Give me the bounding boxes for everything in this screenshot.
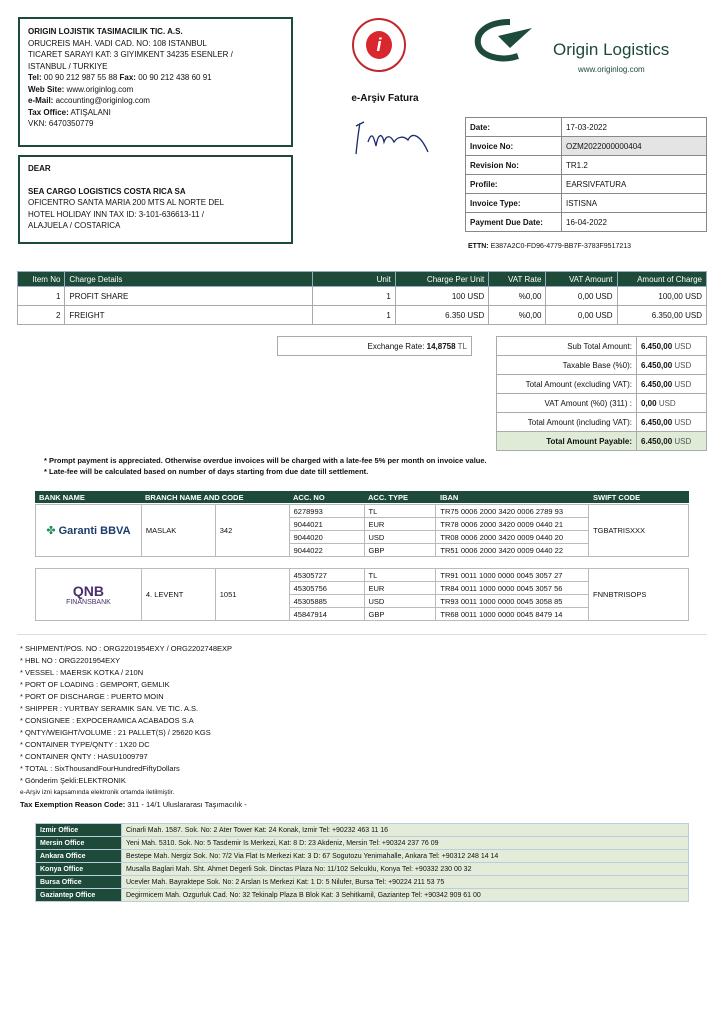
meta-key: Profile: — [466, 175, 562, 194]
exchange-rate-box — [277, 336, 472, 356]
buyer-line-3: ALAJUELA / COSTARICA — [28, 221, 121, 230]
shipment-info — [20, 643, 247, 811]
fax-label: Fax: — [119, 73, 136, 82]
totals-value-cell — [637, 394, 707, 413]
tax-office-value: ATIŞALANI — [70, 107, 111, 117]
items-cell: 1 — [312, 306, 395, 325]
iban: TR75 0006 2000 3420 0006 2789 93 — [436, 505, 589, 518]
totals-unit: USD — [658, 398, 676, 408]
account-type: USD — [364, 531, 436, 544]
buyer-box — [18, 155, 293, 244]
office-name: Mersin Office — [36, 837, 122, 850]
meta-key: Payment Due Date: — [466, 213, 562, 232]
tax-office-label: Tax Office: — [28, 107, 69, 117]
web-value[interactable]: www.originlog.com — [66, 84, 134, 94]
earsiv-note: e-Arşiv izni kapsamında elektronik ortamda iletilmiştir. — [20, 789, 175, 796]
web-label: Web Site: — [28, 84, 65, 94]
totals-table — [496, 336, 707, 451]
bank-header-cell: BANK NAME — [35, 491, 141, 503]
meta-value: EARSIVFATURA — [562, 175, 707, 194]
office-row — [36, 850, 689, 863]
shipment-line: * PORT OF DISCHARGE : PUERTO MOIN — [20, 692, 164, 701]
buyer-name: SEA CARGO LOGISTICS COSTA RICA SA — [28, 186, 186, 196]
shipment-line: * VESSEL : MAERSK KOTKA / 210N — [20, 668, 144, 677]
account-type: GBP — [364, 544, 436, 557]
sender-name: ORIGIN LOJISTIK TASIMACILIK TIC. A.S. — [28, 27, 183, 36]
logo-url: www.originlog.com — [578, 65, 645, 74]
meta-row — [466, 194, 707, 213]
office-address: Bestepe Mah. Nergiz Sok. No: 7/2 Via Flat Is Merkezi Kat: 3 D: 67 Sogutozu Yenimahalle, Ankara Tel: +90312 248 14 14 — [122, 850, 689, 863]
ettn-value: E387A2C0-FD96-4779-BB7F-3783F9517213 — [490, 243, 632, 250]
shipment-line: * CONTAINER QNTY : HASU1009797 — [20, 752, 148, 761]
clover-icon: ✤ — [46, 525, 59, 537]
items-cell: PROFIT SHARE — [65, 287, 312, 306]
items-header-cell: Amount of Charge — [617, 272, 706, 287]
meta-key: Invoice Type: — [466, 194, 562, 213]
office-name: Izmir Office — [36, 824, 122, 837]
shipment-line: * Gönderim Şekli:ELEKTRONIK — [20, 776, 126, 785]
office-address: Degirmicem Mah. Ozgurluk Cad. No: 32 Tekinalp Plaza B Blok Kat: 3 Sehitkamil, Gaziantep Tel: +90342 909 61 00 — [122, 889, 689, 902]
totals-row — [497, 337, 707, 356]
bank-header-cell: IBAN — [436, 491, 589, 503]
fax-value: 00 90 212 438 60 91 — [138, 73, 212, 82]
iban: TR78 0006 2000 3420 0009 0440 21 — [436, 518, 589, 531]
bank-header-cell: ACC. TYPE — [364, 491, 436, 503]
office-address: Cinarli Mah. 1587. Sok. No: 2 Ater Tower Kat: 24 Konak, Izmir Tel: +90232 463 11 16 — [122, 824, 689, 837]
account-number: 45305727 — [289, 569, 364, 582]
totals-label: Total Amount (including VAT): — [497, 413, 637, 432]
shipment-line: * SHIPMENT/POS. NO : ORG2201954EXY / ORG2202748EXP — [20, 644, 233, 653]
invoice-meta-table — [465, 117, 707, 232]
items-cell: 1 — [312, 287, 395, 306]
signature-icon — [350, 112, 440, 162]
email-label: e-Mail: — [28, 96, 54, 105]
items-cell: 6.350 USD — [395, 306, 488, 325]
meta-row — [466, 137, 707, 156]
totals-row — [497, 375, 707, 394]
bank-account-row — [36, 569, 689, 582]
totals-value: 6.450,00 — [641, 417, 673, 427]
meta-value: 16-04-2022 — [562, 213, 707, 232]
totals-unit: USD — [674, 379, 692, 389]
tax-exemption-line — [20, 799, 247, 811]
account-type: TL — [364, 505, 436, 518]
buyer-line-1: OFICENTRO SANTA MARIA 200 MTS AL NORTE DEL — [28, 198, 224, 207]
ettn-label: ETTN: — [468, 243, 489, 250]
office-name: Ankara Office — [36, 850, 122, 863]
account-type: USD — [364, 595, 436, 608]
items-header-cell: VAT Amount — [546, 272, 617, 287]
shipment-line: * TOTAL : SixThousandFourHundredFiftyDollars — [20, 764, 180, 773]
totals-row — [497, 394, 707, 413]
vkn: VKN: 6470350779 — [28, 119, 94, 128]
office-address: Ucevler Mah. Bayraktepe Sok. No: 2 Arslan Is Merkezi Kat: 1 D: 5 Nilufer, Bursa Tel: +90224 211 53 75 — [122, 876, 689, 889]
bank-account-row — [36, 505, 689, 518]
tax-office-line — [28, 107, 283, 119]
office-row — [36, 876, 689, 889]
totals-value: 6.450,00 — [641, 436, 673, 446]
bank-header — [35, 491, 689, 503]
items-cell: 0,00 USD — [546, 306, 617, 325]
web-line — [28, 84, 283, 96]
office-address: Musalla Baglari Mah. Sht. Ahmet Degerli Sok. Dinctas Plaza No: 11/102 Selcuklu, Konya Tel: +90332 230 00 32 — [122, 863, 689, 876]
iban: TR91 0011 1000 0000 0045 3057 27 — [436, 569, 589, 582]
account-number: 9044022 — [289, 544, 364, 557]
meta-key: Revision No: — [466, 156, 562, 175]
office-name: Gaziantep Office — [36, 889, 122, 902]
totals-row — [497, 356, 707, 375]
bank-header-cell: SWIFT CODE — [589, 491, 689, 503]
office-row — [36, 863, 689, 876]
totals-label: Total Amount Payable: — [497, 432, 637, 451]
branch-code: 1051 — [215, 569, 289, 621]
tel-value: 00 90 212 987 55 88 — [43, 73, 118, 82]
note-line: * Late-fee will be calculated based on number of days starting from due date till settlement. — [44, 467, 369, 476]
qnb-logo-icon — [36, 569, 142, 621]
sender-address-1: ORUCREIS MAH. VADI CAD. NO: 108 ISTANBUL — [28, 38, 207, 48]
meta-value: 17-03-2022 — [562, 118, 707, 137]
branch-name: MASLAK — [141, 505, 215, 557]
iban: TR51 0006 2000 3420 0009 0440 22 — [436, 544, 589, 557]
iban: TR08 0006 2000 3420 0009 0440 20 — [436, 531, 589, 544]
office-row — [36, 889, 689, 902]
totals-value: 6.450,00 — [641, 360, 673, 370]
exchange-unit: TL — [457, 342, 467, 351]
ettn-line — [468, 243, 631, 250]
meta-row — [466, 175, 707, 194]
items-header-cell: Item No — [18, 272, 65, 287]
items-header-cell: Charge Details — [65, 272, 312, 287]
shipment-line: * PORT OF LOADING : GEMPORT, GEMLIK — [20, 680, 170, 689]
meta-row — [466, 156, 707, 175]
meta-value: ISTISNA — [562, 194, 707, 213]
account-number: 9044020 — [289, 531, 364, 544]
bank-header-cell: BRANCH NAME AND CODE — [141, 491, 289, 503]
account-number: 45305885 — [289, 595, 364, 608]
logo-text: Origin Logistics — [553, 40, 670, 59]
table-row — [18, 306, 707, 325]
totals-label: VAT Amount (%0) (311) : — [497, 394, 637, 413]
items-cell: FREIGHT — [65, 306, 312, 325]
shipment-line: * CONTAINER TYPE/QNTY : 1X20 DC — [20, 740, 150, 749]
items-header-cell: VAT Rate — [489, 272, 546, 287]
dear-label: DEAR — [28, 164, 51, 173]
items-cell: 6.350,00 USD — [617, 306, 706, 325]
meta-row — [466, 213, 707, 232]
iban: TR93 0011 1000 0000 0045 3058 85 — [436, 595, 589, 608]
branch-name: 4. LEVENT — [141, 569, 215, 621]
account-number: 6278993 — [289, 505, 364, 518]
items-cell: %0,00 — [489, 287, 546, 306]
origin-logo-icon — [470, 18, 550, 64]
items-cell: 1 — [18, 287, 65, 306]
exchange-label: Exchange Rate: — [367, 342, 425, 351]
tel-label: Tel: — [28, 73, 42, 82]
account-type: TL — [364, 569, 436, 582]
sender-address-3: ISTANBUL / TURKIYE — [28, 61, 108, 71]
offices-table — [35, 823, 689, 902]
tax-exemption-value: 311 - 14/1 Uluslararası Taşımacılık - — [127, 800, 247, 809]
payment-notes — [44, 455, 487, 477]
sender-address-2: TICARET SARAYI KAT: 3 GIYIMKENT 34235 ESENLER / — [28, 50, 233, 59]
items-cell: 2 — [18, 306, 65, 325]
totals-value: 6.450,00 — [641, 379, 673, 389]
shipment-line: * QNTY/WEIGHT/VOLUME : 21 PALLET(S) / 25620 KGS — [20, 728, 211, 737]
office-name: Konya Office — [36, 863, 122, 876]
bank-garanti-table — [35, 504, 689, 557]
earsiv-title: e-Arşiv Fatura — [351, 93, 419, 104]
shipment-line: * SHIPPER : YURTBAY SERAMIK SAN. VE TIC. A.S. — [20, 704, 199, 713]
totals-label: Taxable Base (%0): — [497, 356, 637, 375]
email-line — [28, 95, 283, 107]
totals-unit: USD — [674, 360, 692, 370]
garanti-logo-icon — [36, 505, 142, 557]
shipment-line: * HBL NO : ORG2201954EXY — [20, 656, 121, 665]
totals-unit: USD — [674, 436, 692, 446]
totals-value-cell — [637, 356, 707, 375]
totals-label: Total Amount (excluding VAT): — [497, 375, 637, 394]
account-type: GBP — [364, 608, 436, 621]
gib-seal-icon: i — [352, 18, 406, 72]
swift-code: TGBATRISXXX — [589, 505, 689, 557]
totals-value-cell — [637, 375, 707, 394]
totals-row — [497, 432, 707, 451]
totals-unit: USD — [674, 341, 692, 351]
totals-value-cell — [637, 337, 707, 356]
bank-header-cell: ACC. NO — [289, 491, 364, 503]
items-cell: 100,00 USD — [617, 287, 706, 306]
office-address: Yeni Mah. 5310. Sok. No: 5 Tasdemir Is Merkezi, Kat: 8 D: 23 Akdeniz, Mersin Tel: +90324 237 76 09 — [122, 837, 689, 850]
sender-box — [18, 17, 293, 147]
branch-code: 342 — [215, 505, 289, 557]
account-number: 45847914 — [289, 608, 364, 621]
items-cell: 0,00 USD — [546, 287, 617, 306]
note-line: * Prompt payment is appreciated. Otherwise overdue invoices will be charged with a late-fee 5% per month on invoice value. — [44, 456, 487, 465]
meta-key: Invoice No: — [466, 137, 562, 156]
table-row — [18, 287, 707, 306]
totals-value: 6.450,00 — [641, 341, 673, 351]
tax-exemption-label: Tax Exemption Reason Code: — [20, 800, 126, 809]
buyer-line-2: HOTEL HOLIDAY INN TAX ID: 3-101-636613-11 / — [28, 209, 204, 219]
bank-logo-sub: FINANSBANK — [66, 599, 111, 606]
office-row — [36, 824, 689, 837]
exchange-value: 14,8758 — [426, 342, 456, 351]
totals-value-cell — [637, 413, 707, 432]
items-cell: 100 USD — [395, 287, 488, 306]
divider — [17, 634, 707, 635]
office-row — [36, 837, 689, 850]
bank-logo-text: QNB — [72, 583, 104, 599]
meta-row — [466, 118, 707, 137]
account-type: EUR — [364, 582, 436, 595]
totals-row — [497, 413, 707, 432]
bank-logo-text: Garanti BBVA — [58, 525, 131, 537]
items-header-cell: Unit — [312, 272, 395, 287]
shipment-line: * CONSIGNEE : EXPOCERAMICA ACABADOS S.A — [20, 716, 194, 725]
items-header-cell: Charge Per Unit — [395, 272, 488, 287]
meta-value: TR1.2 — [562, 156, 707, 175]
sender-phone-line — [28, 72, 283, 84]
meta-value: OZM2022000000404 — [562, 137, 707, 156]
bank-qnb-table — [35, 568, 689, 621]
account-number: 9044021 — [289, 518, 364, 531]
swift-code: FNNBTRISOPS — [589, 569, 689, 621]
totals-unit: USD — [674, 417, 692, 427]
totals-value-cell — [637, 432, 707, 451]
totals-label: Sub Total Amount: — [497, 337, 637, 356]
account-number: 45305756 — [289, 582, 364, 595]
office-name: Bursa Office — [36, 876, 122, 889]
totals-value: 0,00 — [641, 398, 657, 408]
items-table — [17, 271, 707, 325]
items-cell: %0,00 — [489, 306, 546, 325]
email-value[interactable]: accounting@originlog.com — [55, 96, 150, 105]
meta-key: Date: — [466, 118, 562, 137]
iban: TR84 0011 1000 0000 0045 3057 56 — [436, 582, 589, 595]
account-type: EUR — [364, 518, 436, 531]
iban: TR68 0011 1000 0000 0045 8479 14 — [436, 608, 589, 621]
